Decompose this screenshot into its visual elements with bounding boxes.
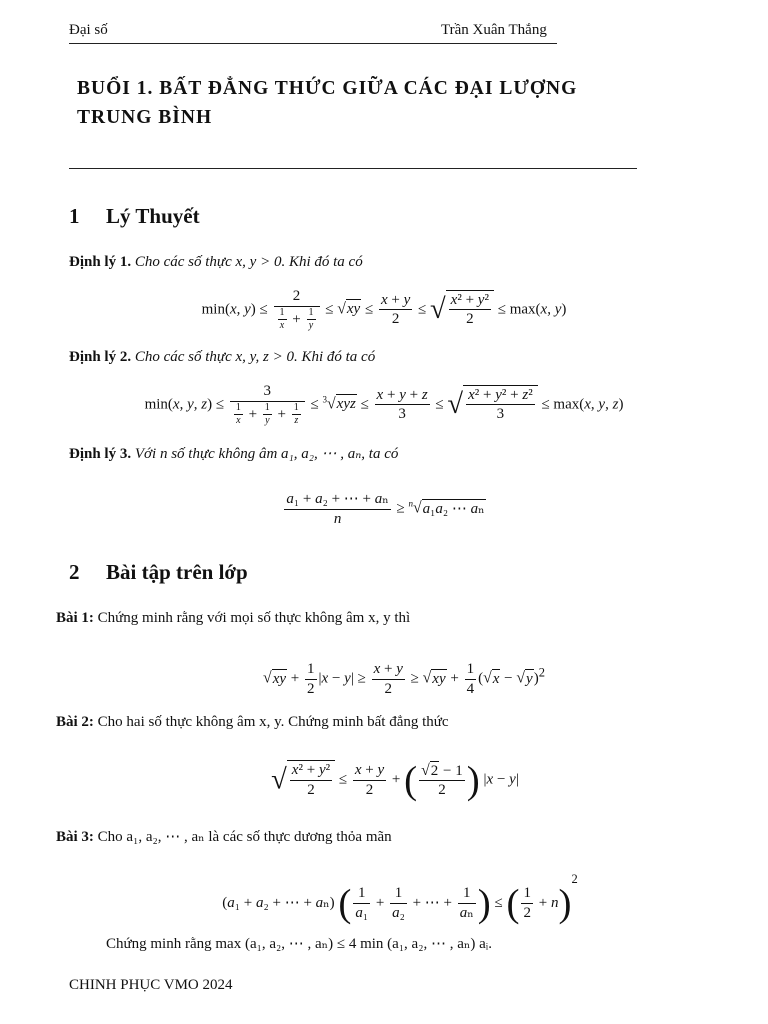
section-2-title: Bài tập trên lớp — [106, 560, 248, 584]
theorem-1-label: Định lý 1. — [69, 254, 132, 270]
page-title — [77, 74, 647, 132]
theorem-3 — [69, 444, 398, 463]
footer: CHINH PHỤC VMO 2024 — [69, 977, 233, 993]
exercise-3-formula: (a₁ + a₂ + ⋯ + aₙ) ( $\frac{1}{\text{a₁}}$ + $\frac{1}{\text{a₂}}$ + ⋯ + $\frac{1}{\text{aₙ}}$ ) ≤ ( $\frac{1}{2}$ + n)$^2$ — [222, 872, 578, 926]
theorem-3-text: Với n số thực không âm a₁, a₂, ⋯ , aₙ, ta có — [134, 446, 399, 462]
section-1-heading — [69, 204, 200, 229]
theorem-2 — [69, 349, 375, 366]
title-rule — [69, 168, 637, 169]
theorem-1-text: Cho các số thực x, y > 0. Khi đó ta có — [134, 254, 363, 270]
exercise-3-text: Cho a₁, a₂, ⋯ , aₙ là các số thực dương thỏa mãn — [97, 829, 392, 845]
exercise-1 — [56, 610, 410, 627]
section-1-number: 1 — [69, 204, 80, 228]
exercise-3 — [56, 827, 392, 846]
exercise-2-label: Bài 2: — [56, 714, 94, 730]
exercise-2 — [56, 714, 449, 731]
exercise-2-formula: √ $\frac{\text{x² + y²}}{2}$ ≤ $\frac{x + y}{2}$ + ( $\frac{√2 - 1}{2}$ ) |x − y| — [271, 758, 519, 802]
exercise-2-text: Cho hai số thực không âm x, y. Chứng minh bất đẳng thức — [97, 714, 449, 730]
theorem-3-label: Định lý 3. — [69, 446, 132, 462]
header-rule — [69, 43, 557, 44]
exercise-1-text: Chứng minh rằng với mọi số thực không âm x, y thì — [97, 610, 411, 626]
section-1-title: Lý Thuyết — [106, 204, 200, 228]
theorem-3-formula: $\frac{\text{a₁ + a₂ + ⋯ + aₙ}}{n}$ ≥ $^n$√a₁a₂ ⋯ aₙ — [286, 491, 485, 527]
exercise-3-conclusion: Chứng minh rằng max (a₁, a₂, ⋯ , aₙ) ≤ 4 min (a₁, a₂, ⋯ , aₙ) aᵢ. — [106, 936, 492, 952]
theorem-1-formula: min(x, y) ≤ 2 $\frac{1}{x}$ + $\frac{1}{y}$ ≤ √xy ≤ $\frac{x + y}{2}$ ≤ √ $\frac{\text{x² + y²}}{2}$ ≤ max(x, y) — [201, 288, 567, 332]
header-left: Đại số — [69, 22, 108, 38]
theorem-1 — [69, 254, 363, 271]
title-line-2: TRUNG BÌNH — [77, 107, 213, 128]
theorem-2-label: Định lý 2. — [69, 349, 132, 365]
section-2-number: 2 — [69, 560, 80, 584]
exercise-3-label: Bài 3: — [56, 829, 94, 845]
section-2-heading — [69, 560, 248, 585]
title-line-1: BUỔI 1. BẤT ĐẲNG THỨC GIỮA CÁC ĐẠI LƯỢNG — [77, 78, 578, 99]
header-right: Trần Xuân Thắng — [441, 22, 547, 38]
exercise-1-formula: √xy + $\frac{1}{2}$ |x − y| ≥ $\frac{x + y}{2}$ ≥ √xy + $\frac{1}{4}$ $(√x - √y)^2$ — [263, 661, 545, 697]
theorem-2-formula: min(x, y, z) ≤ 3 $\frac{1}{x}$ + $\frac{1}{y}$ + $\frac{1}{z}$ ≤ $^3$√xyz ≤ $\frac{x + y + z}{3}$ ≤ √ $\frac{\text{x² + y² + z²}}{3}$ ≤ max(x, y, z) — [144, 383, 624, 427]
exercise-1-label: Bài 1: — [56, 610, 94, 626]
theorem-2-text: Cho các số thực x, y, z > 0. Khi đó ta có — [134, 349, 376, 365]
